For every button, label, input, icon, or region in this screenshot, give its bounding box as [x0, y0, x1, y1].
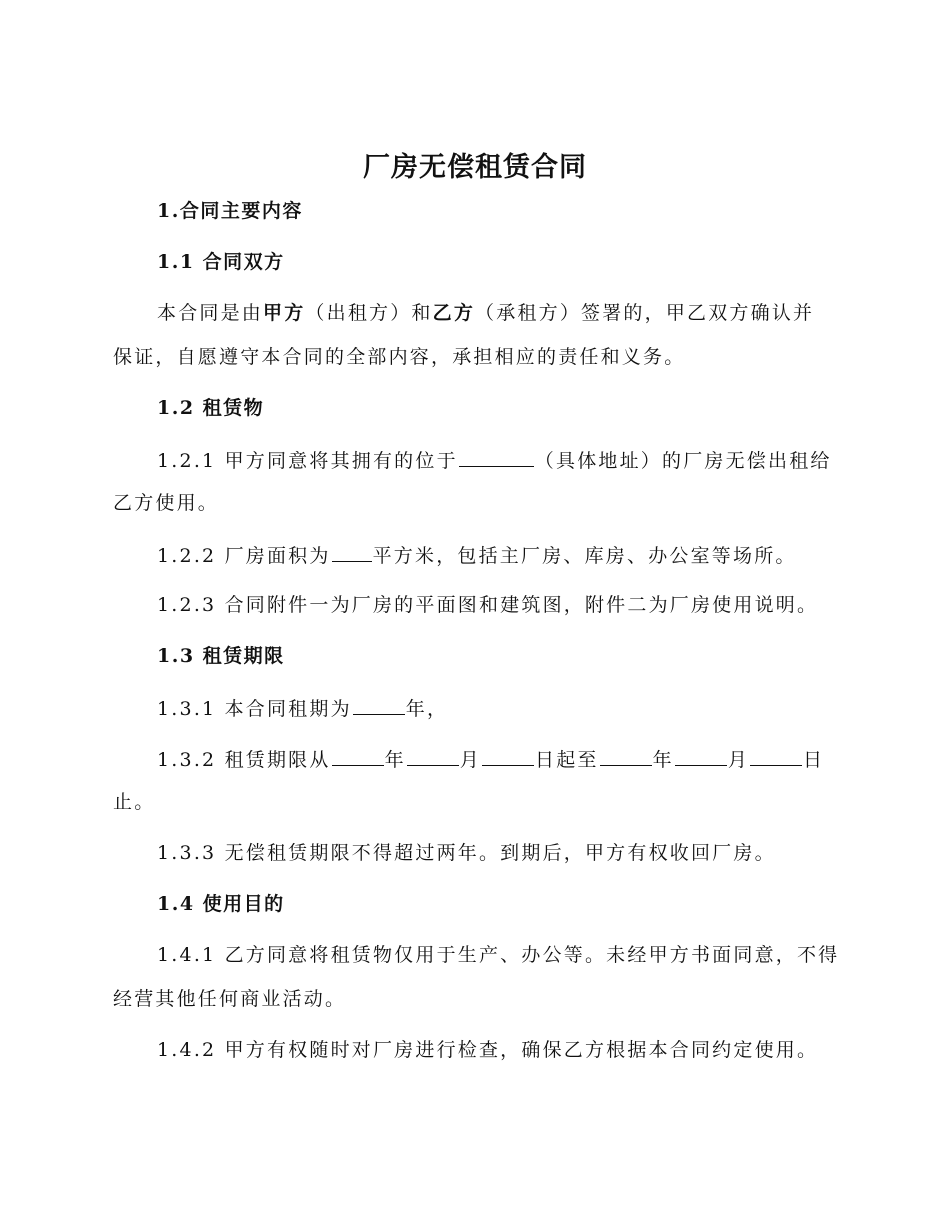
party-b-label: 乙方 [432, 302, 476, 324]
paragraph-parties-line-2: 保证，自愿遵守本合同的全部内容，承担相应的责任和义务。 [113, 346, 686, 368]
clause-1-2-1-line-1 [157, 444, 832, 476]
document-title: 厂房无偿租赁合同 [363, 152, 587, 183]
area-blank [332, 539, 372, 562]
text-segment: 1.3.2 租赁期限从 [157, 749, 331, 771]
text-segment: 日 [803, 749, 825, 771]
start-day-blank [482, 743, 534, 766]
section-heading-1-1: 1.1 合同双方 [157, 251, 285, 273]
clause-1-4-2: 1.4.2 甲方有权随时对厂房进行检查，确保乙方根据本合同约定使用。 [157, 1039, 819, 1061]
section-heading-1-2: 1.2 租赁物 [157, 397, 265, 419]
text-segment: （出租方）和 [305, 302, 433, 324]
text-segment: 月 [459, 749, 481, 771]
end-year-blank [600, 743, 652, 766]
clause-1-3-3: 1.3.3 无偿租赁期限不得超过两年。到期后，甲方有权收回厂房。 [157, 842, 776, 864]
text-segment: 月 [727, 749, 750, 771]
start-month-blank [407, 743, 459, 766]
text-segment: 年 [652, 749, 674, 771]
term-years-blank [353, 692, 405, 715]
text-segment: 年， [405, 698, 449, 720]
text-segment: 本合同是由 [157, 302, 264, 324]
address-blank [459, 444, 534, 467]
text-segment: 年 [384, 749, 406, 771]
text-segment: （具体地址）的厂房无偿出租给 [534, 450, 832, 472]
text-segment: 日起至 [535, 749, 599, 771]
paragraph-parties-line-1 [157, 298, 814, 328]
clause-1-4-1-line-1: 1.4.1 乙方同意将租赁物仅用于生产、办公等。未经甲方书面同意，不得 [157, 944, 840, 966]
clause-1-3-2-line-2: 止。 [113, 791, 156, 813]
party-a-label: 甲方 [263, 302, 306, 324]
section-heading-1: 1.合同主要内容 [157, 200, 303, 222]
text-segment: 平方米，包括主厂房、库房、办公室等场所。 [372, 545, 797, 567]
clause-1-4-1-line-2: 经营其他任何商业活动。 [113, 988, 347, 1010]
clause-1-2-1-line-2: 乙方使用。 [113, 492, 220, 514]
clause-1-2-2 [157, 539, 797, 571]
end-day-blank [750, 743, 802, 766]
end-month-blank [675, 743, 727, 766]
text-segment: 1.3.1 本合同租期为 [157, 698, 352, 720]
text-segment: 1.2.2 厂房面积为 [157, 545, 331, 567]
text-segment: 1.2.1 甲方同意将其拥有的位于 [157, 450, 458, 472]
start-year-blank [332, 743, 384, 766]
clause-1-2-3: 1.2.3 合同附件一为厂房的平面图和建筑图，附件二为厂房使用说明。 [157, 594, 819, 616]
clause-1-3-2-line-1 [157, 743, 824, 775]
section-heading-1-4: 1.4 使用目的 [157, 893, 285, 915]
text-segment: （承租方）签署的，甲乙双方确认并 [475, 302, 815, 324]
section-heading-1-3: 1.3 租赁期限 [157, 645, 285, 667]
clause-1-3-1 [157, 692, 448, 724]
